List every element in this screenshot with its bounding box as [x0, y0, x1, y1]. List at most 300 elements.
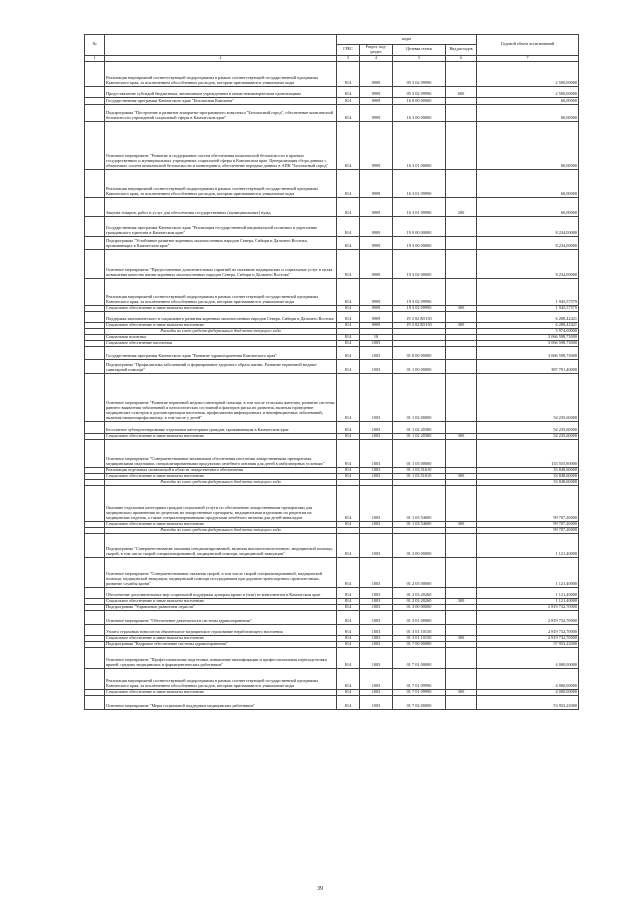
table-row	[85, 249, 579, 278]
row-amount-cell: 8 234,00000	[477, 236, 579, 249]
row-amount-cell: 54 235,60000	[477, 421, 579, 433]
row-number-cell	[85, 236, 105, 249]
row-amount-cell: 53 953,23000	[477, 695, 579, 709]
row-section-cell: 1003	[360, 485, 393, 521]
budget-table	[84, 34, 579, 710]
row-grbs-cell: 814	[337, 169, 360, 197]
row-target-cell: 05 3 02 09990	[393, 61, 446, 86]
row-name-cell: Бесплатное зубопротезирование отдельным категориям граждан, проживающим в Камчатском крае	[105, 421, 337, 433]
row-section-cell: 0909	[360, 97, 393, 104]
row-expense-type-cell	[446, 236, 477, 249]
budget-table-container	[84, 34, 578, 710]
row-target-cell: 19 3 02 00000	[393, 249, 446, 278]
row-name-cell: Социальное обеспечение и иные выплаты населению	[105, 689, 337, 695]
row-target-cell: 01 7 00 00000	[393, 641, 446, 647]
row-name-cell: Основное мероприятие "Совершенствование оказания скорой, в том числе скорой специализированной, медицинской помощи, медицинской эвакуации, медицинской помощи пострадавшим при дорожно-транспортных происшествиях, развитие службы крови"	[105, 557, 337, 587]
table-row	[85, 373, 579, 421]
row-section-cell: 1003	[360, 467, 393, 473]
row-section-cell: 1003	[360, 346, 393, 359]
row-expense-type-cell	[446, 668, 477, 689]
header-name	[105, 35, 337, 56]
row-grbs-cell: 814	[337, 695, 360, 709]
row-section-cell: 0909	[360, 236, 393, 249]
row-name-cell: Подпрограмма "Совершенствование оказания специализированной, включая высокотехнологичную, медицинской помощи, скорой, в том числе скорой специализированной, медицинской помощи, медицинской эвакуации"	[105, 533, 337, 557]
row-amount-cell: 99 707,20000	[477, 485, 579, 521]
table-row	[85, 485, 579, 521]
row-target-cell: 16 3 01 09990	[393, 197, 446, 216]
row-grbs-cell: 814	[337, 334, 360, 340]
row-section-cell: 0909	[360, 121, 393, 169]
row-name-cell: Подпрограмма "Построение и развитие аппаратно-программного комплекса "Безопасный город", обеспечение комплексной безопасности учреждений социальной сферы в Камчатском крае"	[105, 104, 337, 121]
row-number-cell	[85, 311, 105, 322]
header-annual-amount: Годовой объем ассигнований	[477, 35, 579, 56]
row-name-cell: Государственная программа Камчатского края "Развитие здравоохранения Камчатского края"	[105, 346, 337, 359]
row-target-cell: 19 3 02 09990	[393, 305, 446, 311]
row-name-cell: Основное мероприятие "Предоставление дополнительных гарантий по оказанию медицинских и социальных услуг в целях повышения качества жизни коренных малочисленных народов Севера, Сибири и Дальнего Востока"	[105, 249, 337, 278]
row-target-cell: 01 3 01 10150	[393, 635, 446, 641]
row-section-cell: 1003	[360, 695, 393, 709]
row-expense-type-cell	[446, 647, 477, 668]
row-expense-type-cell: 300	[446, 473, 477, 479]
row-target-cell: 16 3 00 00000	[393, 104, 446, 121]
row-section-cell: 1003	[360, 473, 393, 479]
table-row	[85, 97, 579, 104]
row-target-cell: 01 2 03 20260	[393, 587, 446, 598]
row-target-cell: 01 3 01 00000	[393, 610, 446, 624]
row-amount-cell: 133 555,80000	[477, 439, 579, 467]
row-amount-cell: 99 707,20000	[477, 521, 579, 527]
row-expense-type-cell	[446, 421, 477, 433]
row-section-cell: 0909	[360, 169, 393, 197]
row-number-cell	[85, 104, 105, 121]
row-target-cell: 01 3 01 10150	[393, 624, 446, 635]
row-name-cell: Расходы за счет средств федерального бюджета текущего года	[105, 479, 337, 485]
row-amount-cell: 60,00000	[477, 121, 579, 169]
row-section-cell: 0909	[360, 86, 393, 97]
row-name-cell: Уплата страховых взносов на обязательное медицинское страхование неработающего населения	[105, 624, 337, 635]
header-number: №	[85, 35, 105, 56]
row-expense-type-cell	[446, 359, 477, 373]
row-section-cell: 1003	[360, 433, 393, 439]
table-row	[85, 278, 579, 305]
row-amount-cell: 5 974,00000	[477, 328, 579, 334]
row-section-cell: 1003	[360, 587, 393, 598]
row-amount-cell: 1 945,57579	[477, 305, 579, 311]
row-target-cell: 19 3 02 R5150	[393, 322, 446, 328]
table-row	[85, 311, 579, 322]
row-amount-cell: 54 235,60000	[477, 433, 579, 439]
row-amount-cell: 60,00000	[477, 169, 579, 197]
column-number: 2	[105, 55, 337, 61]
row-grbs-cell: 814	[337, 641, 360, 647]
row-amount-cell: 6 288,42421	[477, 311, 579, 322]
row-expense-type-cell	[446, 121, 477, 169]
row-name-cell: Расходы за счет средств федерального бюджета текущего года	[105, 527, 337, 533]
table-row	[85, 695, 579, 709]
row-section-cell: 0909	[360, 216, 393, 236]
row-section-cell: 1003	[360, 647, 393, 668]
row-grbs-cell: 814	[337, 587, 360, 598]
row-amount-cell: 3 066 598,73000	[477, 340, 579, 346]
row-section-cell: 1003	[360, 668, 393, 689]
row-name-cell: Закупка товаров, работ и услуг для обеспечения государственных (муниципальных) нужд	[105, 197, 337, 216]
row-target-cell: 19 0 00 00000	[393, 216, 446, 236]
row-amount-cell: 1 121,40000	[477, 557, 579, 587]
row-amount-cell: 1 945,57579	[477, 278, 579, 305]
row-name-cell: Основное мероприятие "Меры социальной поддержки медицинских работников"	[105, 695, 337, 709]
row-target-cell: 16 3 01 00000	[393, 121, 446, 169]
row-amount-cell: 33 848,60000	[477, 479, 579, 485]
row-number-cell	[85, 249, 105, 278]
row-number-cell	[85, 216, 105, 236]
row-number-cell	[85, 373, 105, 421]
row-section-cell: 1003	[360, 557, 393, 587]
row-amount-cell: 57 953,23000	[477, 641, 579, 647]
row-number-cell	[85, 587, 105, 598]
row-name-cell: Реализация мероприятий соответствующей подпрограммы в рамках соответствующей государственной программы Камчатского края, за исключением обособленных расходов, которым присваиваются уникальные коды	[105, 668, 337, 689]
row-number-cell	[85, 557, 105, 587]
row-target-cell: 01 1 03 54600	[393, 521, 446, 527]
row-expense-type-cell	[446, 587, 477, 598]
row-amount-cell: 2 500,00000	[477, 61, 579, 86]
row-target-cell: 16 3 01 09990	[393, 169, 446, 197]
row-grbs-cell: 814	[337, 305, 360, 311]
row-amount-cell: 8 234,00000	[477, 249, 579, 278]
row-name-cell: Социальное обеспечение и иные выплаты населению	[105, 322, 337, 328]
row-name-cell: Подпрограмма "Управление развитием отрасли"	[105, 604, 337, 610]
row-section-cell: 0909	[360, 249, 393, 278]
row-target-cell: 05 3 02 09990	[393, 86, 446, 97]
row-name-cell: Основное мероприятие "Обеспечение деятельности системы здравоохранения"	[105, 610, 337, 624]
row-grbs-cell: 814	[337, 322, 360, 328]
table-row	[85, 359, 579, 373]
header-section: Раздел, под-раздел	[360, 45, 393, 56]
table-row	[85, 346, 579, 359]
row-name-cell: Государственная программа Камчатского края "Реализация государственной национальной политики и укрепление гражданского единства в Камчатском крае"	[105, 216, 337, 236]
table-row	[85, 216, 579, 236]
row-expense-type-cell	[446, 373, 477, 421]
row-expense-type-cell	[446, 439, 477, 467]
row-section-cell: 1003	[360, 641, 393, 647]
row-section-cell: 1003	[360, 533, 393, 557]
row-name-cell: Расходы за счет средств федерального бюджета текущего года	[105, 328, 337, 334]
row-name-cell: Реализация мероприятий соответствующей подпрограммы в рамках соответствующей государственной программы Камчатского края, за исключением обособленных расходов, которым присваиваются уникальные коды	[105, 278, 337, 305]
row-expense-type-cell	[446, 311, 477, 322]
row-grbs-cell: 814	[337, 249, 360, 278]
row-section-cell: 1003	[360, 359, 393, 373]
row-name-cell: Основное мероприятие "Развитие и поддержание систем обеспечения комплексной безопасности в краевых государственных и муниципальных учреждениях социальной сферы в Камчатском крае. Централизация сбора данных с объектовых систем комплексной безопасности и мониторинга, обеспечение передачи данных в АПК "Безопасный город"	[105, 121, 337, 169]
row-grbs-cell: 814	[337, 216, 360, 236]
row-name-cell: Основное мероприятие "Развитие первичной медико-санитарной помощи, в том числе сельским жителям, развитие системы раннего выявления заболеваний и патологических состояний и факторов риска их развития, включая проведение медицинских осмотров и диспансеризации населения, профилактика инфекционных и неинфекционных заболеваний, включая иммунопрофилактику, в том числе у детей"	[105, 373, 337, 421]
row-target-cell: 01 3 00 00000	[393, 604, 446, 610]
row-expense-type-cell: 300	[446, 322, 477, 328]
row-grbs-cell: 814	[337, 557, 360, 587]
row-number-cell	[85, 97, 105, 104]
table-row	[85, 587, 579, 598]
column-number: 1	[85, 55, 105, 61]
row-target-cell: 19 3 02 09990	[393, 278, 446, 305]
table-row	[85, 421, 579, 433]
row-expense-type-cell	[446, 97, 477, 104]
row-expense-type-cell: 300	[446, 433, 477, 439]
table-row	[85, 557, 579, 587]
row-name-cell: Подпрограмма "Кадровое обеспечение системы здравоохранения"	[105, 641, 337, 647]
table-row	[85, 236, 579, 249]
row-name-cell: Реализация мероприятий соответствующей подпрограммы в рамках соответствующей государственной программы Камчатского края, за исключением обособленных расходов, которым присваиваются уникальные коды	[105, 61, 337, 86]
column-number: 4	[360, 55, 393, 61]
row-expense-type-cell	[446, 104, 477, 121]
row-grbs-cell: 814	[337, 311, 360, 322]
table-row	[85, 533, 579, 557]
row-target-cell: 01 1 00 00000	[393, 359, 446, 373]
row-name-cell: Социальное обеспечение населения	[105, 340, 337, 346]
row-number-cell	[85, 533, 105, 557]
row-expense-type-cell	[446, 695, 477, 709]
header-codes: коды	[337, 35, 477, 45]
row-grbs-cell: 814	[337, 598, 360, 604]
row-number-cell	[85, 86, 105, 97]
column-number: 5	[393, 55, 446, 61]
row-amount-cell: 99 707,20000	[477, 527, 579, 533]
row-amount-cell: 4 000,00000	[477, 668, 579, 689]
row-grbs-cell: 814	[337, 421, 360, 433]
table-row	[85, 647, 579, 668]
budget-table-body	[85, 61, 579, 709]
row-number-cell	[85, 485, 105, 521]
row-expense-type-cell	[446, 249, 477, 278]
row-expense-type-cell	[446, 216, 477, 236]
row-amount-cell: 1 121,40000	[477, 533, 579, 557]
row-grbs-cell: 814	[337, 624, 360, 635]
row-amount-cell: 3 066 598,73000	[477, 334, 579, 340]
row-expense-type-cell	[446, 610, 477, 624]
row-grbs-cell: 814	[337, 346, 360, 359]
row-expense-type-cell	[446, 557, 477, 587]
row-expense-type-cell	[446, 485, 477, 521]
row-grbs-cell: 814	[337, 433, 360, 439]
row-number-cell	[85, 695, 105, 709]
row-number-cell	[85, 278, 105, 305]
row-number-cell	[85, 61, 105, 86]
row-target-cell: 01 7 01 09990	[393, 689, 446, 695]
row-number-cell	[85, 121, 105, 169]
table-row	[85, 86, 579, 97]
row-amount-cell: 3 066 598,73000	[477, 346, 579, 359]
row-grbs-cell: 814	[337, 104, 360, 121]
row-number-cell	[85, 169, 105, 197]
row-section-cell: 1003	[360, 598, 393, 604]
row-expense-type-cell	[446, 61, 477, 86]
row-expense-type-cell: 200	[446, 197, 477, 216]
row-amount-cell: 387 791,40000	[477, 359, 579, 373]
row-target-cell: 01 1 03 51610	[393, 473, 446, 479]
row-section-cell: 1003	[360, 421, 393, 433]
row-number-cell	[85, 647, 105, 668]
table-row	[85, 624, 579, 635]
row-grbs-cell: 814	[337, 689, 360, 695]
header-target-article: Целевая статья	[393, 45, 446, 56]
row-name-cell: Реализация отдельных полномочий в области лекарственного обеспечения	[105, 467, 337, 473]
row-expense-type-cell	[446, 278, 477, 305]
row-section-cell: 1003	[360, 610, 393, 624]
row-amount-cell: 60,00000	[477, 197, 579, 216]
row-name-cell: Основное мероприятие "Совершенствование механизмов обеспечения населения лекарственными препаратами, медицинскими изделиями, специализированными продуктами лечебного питания для детей в амбулаторных условиях"	[105, 439, 337, 467]
table-row	[85, 169, 579, 197]
row-target-cell: 01 0 00 00000	[393, 346, 446, 359]
row-name-cell: Государственная программа Камчатского края "Безопасная Камчатка"	[105, 97, 337, 104]
row-amount-cell: 4 000,00000	[477, 689, 579, 695]
row-grbs-cell: 814	[337, 340, 360, 346]
row-grbs-cell: 814	[337, 359, 360, 373]
row-amount-cell: 2 819 732,70000	[477, 610, 579, 624]
row-amount-cell: 54 235,60000	[477, 373, 579, 421]
row-amount-cell: 33 848,60000	[477, 467, 579, 473]
row-grbs-cell: 814	[337, 485, 360, 521]
row-number-cell	[85, 197, 105, 216]
table-row	[85, 610, 579, 624]
row-name-cell: Обеспечение дополнительных мер социальной поддержки донорам крови и (или) ее компонентов в Камчатском крае	[105, 587, 337, 598]
row-target-cell: 01 2 03 20260	[393, 598, 446, 604]
row-amount-cell: 2 819 732,70000	[477, 624, 579, 635]
table-row	[85, 439, 579, 467]
row-grbs-cell: 814	[337, 236, 360, 249]
row-amount-cell: 1 121,40000	[477, 598, 579, 604]
row-expense-type-cell: 300	[446, 689, 477, 695]
row-grbs-cell: 814	[337, 635, 360, 641]
row-target-cell: 01 1 02 20380	[393, 433, 446, 439]
row-section-cell: 1003	[360, 439, 393, 467]
row-target-cell: 01 1 03 51610	[393, 467, 446, 473]
row-name-cell: Подпрограмма "Устойчивое развитие коренных малочисленных народов Севера, Сибири и Дальнего Востока, проживающих в Камчатском крае"	[105, 236, 337, 249]
row-name-cell: Социальное обеспечение и иные выплаты населению	[105, 521, 337, 527]
row-section-cell: 0909	[360, 278, 393, 305]
row-amount-cell: 6 288,42421	[477, 322, 579, 328]
row-target-cell: 01 7 01 09990	[393, 668, 446, 689]
row-section-cell: 1003	[360, 521, 393, 527]
row-name-cell: Оказание отдельным категориям граждан социальной услуги по обеспечению лекарственными препаратами для медицинского применения по рецептам на лекарственные препараты, медицинскими изделиями по рецептам на медицинские изделия, а также специализированными продуктами лечебного питания для детей-инвалидов	[105, 485, 337, 521]
row-target-cell: 01 2 03 00000	[393, 557, 446, 587]
row-section-cell: 10	[360, 334, 393, 340]
row-name-cell: Социальное обеспечение и иные выплаты населению	[105, 598, 337, 604]
table-row	[85, 197, 579, 216]
row-grbs-cell: 814	[337, 604, 360, 610]
row-name-cell: Предоставление субсидий бюджетным, автономным учреждениям и иным некоммерческим организациям	[105, 86, 337, 97]
row-amount-cell: 60,00000	[477, 97, 579, 104]
row-grbs-cell: 814	[337, 121, 360, 169]
row-grbs-cell: 814	[337, 197, 360, 216]
row-grbs-cell: 814	[337, 647, 360, 668]
row-section-cell: 0909	[360, 311, 393, 322]
row-target-cell: 16 0 00 00000	[393, 97, 446, 104]
row-section-cell: 1003	[360, 635, 393, 641]
table-row	[85, 121, 579, 169]
table-row	[85, 104, 579, 121]
row-number-cell	[85, 668, 105, 689]
row-section-cell: 1003	[360, 689, 393, 695]
row-target-cell: 01 2 00 00000	[393, 533, 446, 557]
row-name-cell: Социальное обеспечение и иные выплаты населению	[105, 433, 337, 439]
row-grbs-cell: 814	[337, 610, 360, 624]
row-section-cell: 1003	[360, 624, 393, 635]
page-number: 39	[317, 886, 323, 892]
row-grbs-cell: 814	[337, 373, 360, 421]
row-target-cell: 01 1 03 54600	[393, 485, 446, 521]
column-number: 6	[446, 55, 477, 61]
row-grbs-cell: 814	[337, 473, 360, 479]
column-number: 3	[337, 55, 360, 61]
row-expense-type-cell	[446, 624, 477, 635]
row-number-cell	[85, 610, 105, 624]
row-grbs-cell: 814	[337, 467, 360, 473]
row-expense-type-cell	[446, 533, 477, 557]
row-amount-cell: 33 848,60000	[477, 473, 579, 479]
row-grbs-cell: 814	[337, 61, 360, 86]
row-section-cell: 0909	[360, 197, 393, 216]
row-number-cell	[85, 624, 105, 635]
row-expense-type-cell: 300	[446, 521, 477, 527]
row-name-cell: Основное мероприятие "Профессиональная подготовка, повышение квалификации и профессиональная переподготовка врачей, средних медицинских и фармацевтических работников"	[105, 647, 337, 668]
row-target-cell: 19 3 02 R5150	[393, 311, 446, 322]
row-number-cell	[85, 359, 105, 373]
row-section-cell: 1003	[360, 340, 393, 346]
row-target-cell: 01 1 03 00000	[393, 439, 446, 467]
row-section-cell: 1003	[360, 373, 393, 421]
row-section-cell: 0909	[360, 61, 393, 86]
row-number-cell	[85, 421, 105, 433]
row-target-cell: 01 1 02 20380	[393, 421, 446, 433]
row-expense-type-cell: 300	[446, 598, 477, 604]
row-name-cell: Подпрограмма "Профилактика заболеваний и формирование здорового образа жизни. Развитие первичной медико-санитарной помощи"	[105, 359, 337, 373]
row-name-cell: Социальное обеспечение и иные выплаты населению	[105, 473, 337, 479]
row-expense-type-cell	[446, 169, 477, 197]
row-grbs-cell: 814	[337, 86, 360, 97]
header-grbs: ГРБС	[337, 45, 360, 56]
row-amount-cell: 1 121,40000	[477, 587, 579, 598]
row-section-cell: 0909	[360, 104, 393, 121]
column-number: 7	[477, 55, 579, 61]
row-number-cell	[85, 346, 105, 359]
table-row	[85, 668, 579, 689]
table-row	[85, 61, 579, 86]
row-grbs-cell: 814	[337, 533, 360, 557]
row-grbs-cell: 814	[337, 439, 360, 467]
row-name-cell: Поддержка экономического и социального развития коренных малочисленных народов Севера, Сибири и Дальнего Востока	[105, 311, 337, 322]
row-target-cell: 01 1 02 00000	[393, 373, 446, 421]
row-name-cell: Социальная политика	[105, 334, 337, 340]
row-target-cell: 19 3 00 00000	[393, 236, 446, 249]
row-amount-cell: 2 819 732,70000	[477, 635, 579, 641]
row-section-cell: 0909	[360, 305, 393, 311]
row-expense-type-cell: 600	[446, 86, 477, 97]
row-expense-type-cell: 300	[446, 305, 477, 311]
row-grbs-cell: 814	[337, 668, 360, 689]
row-grbs-cell: 814	[337, 278, 360, 305]
row-target-cell: 01 7 02 00000	[393, 695, 446, 709]
row-name-cell: Социальное обеспечение и иные выплаты населению	[105, 305, 337, 311]
row-amount-cell: 2 819 732,70000	[477, 604, 579, 610]
row-expense-type-cell: 300	[446, 635, 477, 641]
row-section-cell: 1003	[360, 604, 393, 610]
row-section-cell: 0909	[360, 322, 393, 328]
row-amount-cell: 60,00000	[477, 104, 579, 121]
row-amount-cell: 2 500,00000	[477, 86, 579, 97]
row-expense-type-cell	[446, 346, 477, 359]
row-grbs-cell: 814	[337, 521, 360, 527]
header-expense-type: Вид расходов	[446, 45, 477, 56]
row-amount-cell: 4 000,00000	[477, 647, 579, 668]
row-target-cell: 01 7 01 00000	[393, 647, 446, 668]
row-name-cell: Социальное обеспечение и иные выплаты населению	[105, 635, 337, 641]
